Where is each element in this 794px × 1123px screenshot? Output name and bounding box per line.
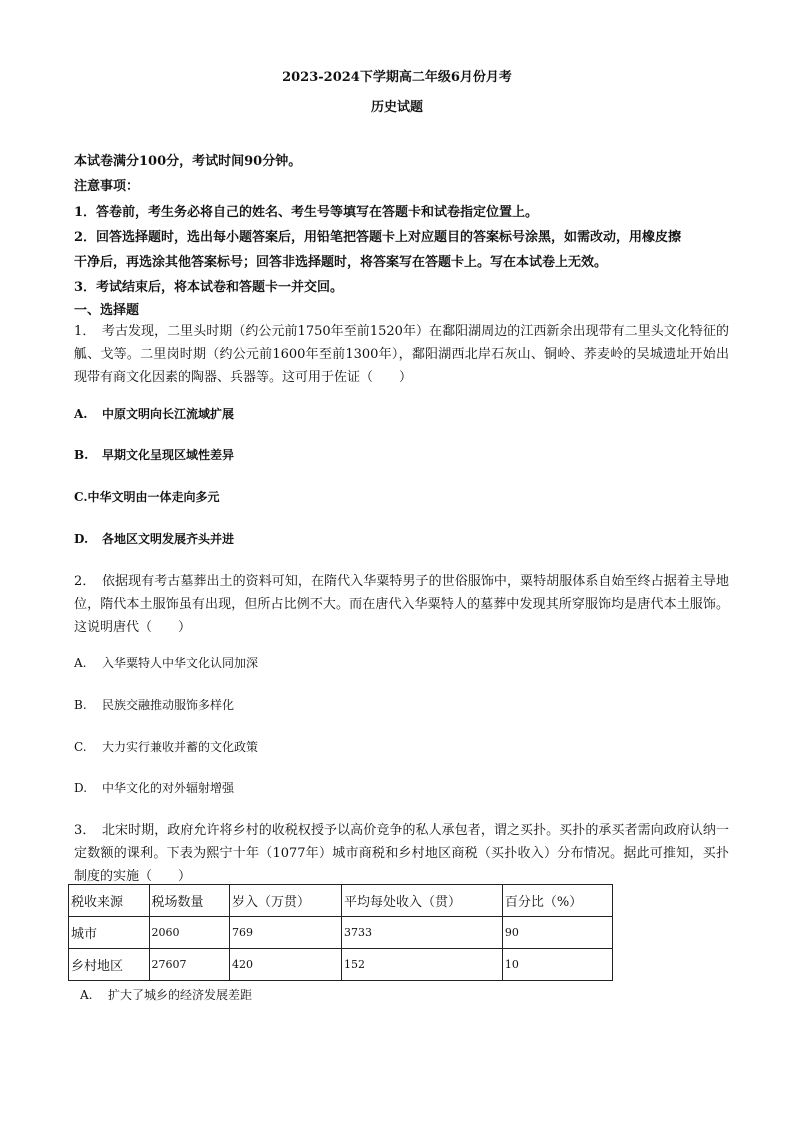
table-cell: 152 [341,949,502,981]
option-text: 中华文明由一体走向多元 [87,490,220,504]
option-label: B. [74,448,89,462]
option-label: C. [74,740,87,754]
table-cell: 城市 [69,917,150,949]
table-header-cell: 税场数量 [149,885,230,917]
option-label: D. [74,781,88,795]
question-2-option-d[interactable] [74,779,234,797]
question-2-option-b[interactable] [74,696,234,714]
notice-item-2-line-1: 2．回答选择题时，选出每小题答案后，用铅笔把答题卡上对应题目的答案标号涂黑，如需改动，用橡皮擦 [74,230,682,245]
option-text: 中华文化的对外辐射增强 [102,781,235,795]
exam-subject: 历史试题 [370,100,423,115]
notice-item-3: 3．考试结束后，将本试卷和答题卡一并交回。 [74,280,344,295]
table-cell: 90 [502,917,612,949]
score-line: 本试卷满分100分，考试时间90分钟。 [74,154,302,169]
table-cell: 420 [230,949,342,981]
question-3-stem: 3． 北宋时期，政府允许将乡村的收税权授予以高价竞争的私人承包者，谓之买扑。买扑的承买者需向政府认纳一定数额的课利。下表为熙宁十年（1077年）城市商税和乡村地区商税（买扑收入）分布情况。据此可推知，买扑制度的实施（ ） [74,823,729,884]
section-heading: 一、选择题 [74,303,140,318]
question-3-option-a[interactable] [80,986,252,1004]
question-1-option-b[interactable] [74,446,234,464]
table-cell: 10 [502,949,612,981]
option-label: D. [74,532,89,546]
table-cell: 27607 [149,949,230,981]
table-cell: 769 [230,917,342,949]
option-text: 早期文化呈现区域性差异 [102,448,235,462]
option-text: 中原文明向长江流域扩展 [102,407,235,421]
table-cell: 2060 [149,917,230,949]
table-header-row [69,885,613,917]
table-row [69,949,613,981]
option-label: C. [74,490,88,504]
exam-title: 2023-2024下学期高二年级6月份月考 [282,70,512,85]
table-header-cell: 岁入（万贯） [230,885,342,917]
table-cell: 乡村地区 [69,949,150,981]
notice-item-2-line-2: 干净后，再选涂其他答案标号；回答非选择题时，将答案写在答题卡上。写在本试卷上无效。 [74,255,608,270]
question-2-option-c[interactable] [74,738,258,756]
question-1-stem: 1． 考古发现，二里头时期（约公元前1750年至前1520年）在鄱阳湖周边的江西新余出现带有二里头文化特征的觚、戈等。二里岗时期（约公元前1600年至前1300年），鄱阳湖西北岸石灰山、铜岭、荞麦岭的吴城遗址开始出现带有商文化因素的陶器、兵器等。这可用于佐证（ ） [74,324,729,385]
option-text: 大力实行兼收并蓄的文化政策 [102,740,259,754]
table-row [69,917,613,949]
table-cell: 3733 [341,917,502,949]
question-1-option-a[interactable] [74,405,234,423]
question-1-option-c[interactable] [74,488,220,506]
table-header-cell: 百分比（%） [502,885,612,917]
option-label: A. [74,407,88,421]
notice-item-1: 1．答卷前，考生务必将自己的姓名、考生号等填写在答题卡和试卷指定位置上。 [74,205,539,220]
table-header-cell: 税收来源 [69,885,150,917]
option-label: B. [74,698,87,712]
option-text: 扩大了城乡的经济发展差距 [108,988,253,1002]
table-header-cell: 平均每处收入（贯） [341,885,502,917]
option-label: A. [74,656,87,670]
option-text: 各地区文明发展齐头并进 [102,532,235,546]
tax-table [68,884,613,981]
question-2-stem: 2． 依据现有考古墓葬出土的资料可知，在隋代入华粟特男子的世俗服饰中，粟特胡服体系自始至终占据着主导地位，隋代本土服饰虽有出现，但所占比例不大。而在唐代入华粟特人的墓葬中发现其所穿服饰均是唐代本土服饰。这说明唐代（ ） [74,574,729,635]
option-text: 民族交融推动服饰多样化 [102,698,235,712]
option-text: 入华粟特人中华文化认同加深 [102,656,259,670]
question-2-option-a[interactable] [74,654,258,672]
option-label: A. [80,988,93,1002]
notice-heading: 注意事项： [74,179,140,194]
question-1-option-d[interactable] [74,530,234,548]
